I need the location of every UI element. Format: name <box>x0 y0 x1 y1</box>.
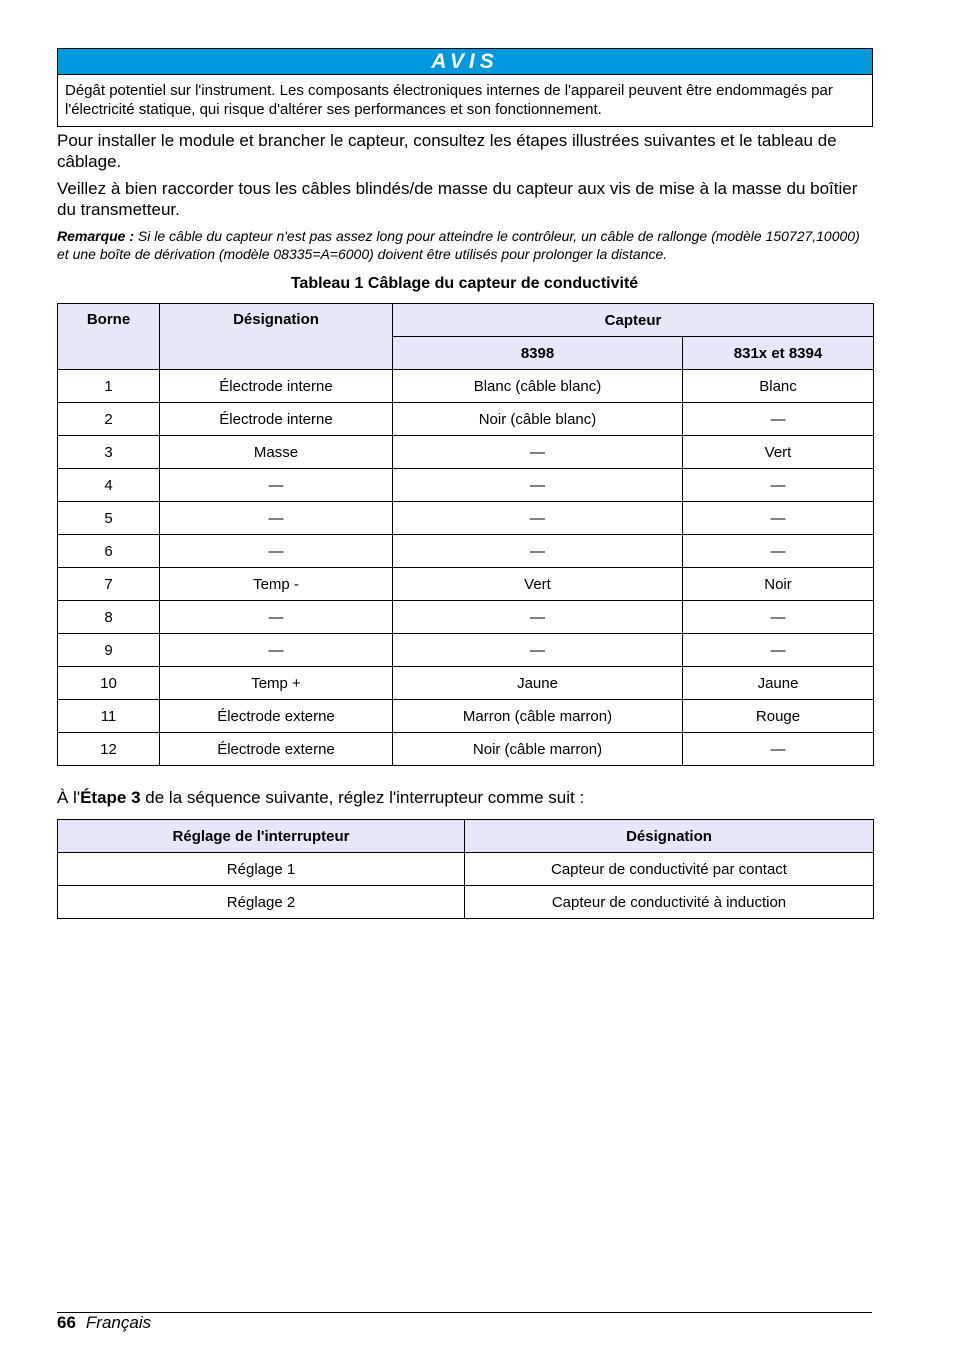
table-cell: Électrode interne <box>160 403 393 436</box>
table-cell: Réglage 2 <box>58 886 465 919</box>
table-cell: Électrode interne <box>160 370 393 403</box>
table-cell: Blanc (câble blanc) <box>393 370 683 403</box>
wiring-table <box>57 303 874 766</box>
table-cell: 12 <box>58 733 160 766</box>
header-831x-8394: 831x et 8394 <box>683 337 874 370</box>
page-footer <box>57 1313 151 1333</box>
table-cell: Jaune <box>393 667 683 700</box>
step-instruction <box>57 787 872 808</box>
table-cell: Capteur de conductivité par contact <box>465 853 874 886</box>
table-cell: — <box>683 469 874 502</box>
table-row <box>58 886 874 919</box>
remark-note <box>57 227 872 263</box>
table-cell: 10 <box>58 667 160 700</box>
remark-text: Si le câble du capteur n'est pas assez long pour atteindre le contrôleur, un câble de rallonge (modèle 150727,10000) et une boîte de dérivation (modèle 08335=A=6000) doivent être utilisés pour prolonger la distance. <box>57 228 860 262</box>
table-cell: 5 <box>58 502 160 535</box>
table-cell: Vert <box>683 436 874 469</box>
table-row <box>58 568 874 601</box>
table-cell: Noir (câble blanc) <box>393 403 683 436</box>
table-cell: Rouge <box>683 700 874 733</box>
table-cell: 1 <box>58 370 160 403</box>
step-suffix: de la séquence suivante, réglez l'interrupteur comme suit : <box>140 788 585 807</box>
intro-paragraph: Pour installer le module et brancher le capteur, consultez les étapes illustrées suivantes et le tableau de câblage. <box>57 131 837 171</box>
table-cell: Noir <box>683 568 874 601</box>
table-cell: 4 <box>58 469 160 502</box>
table-cell: Temp + <box>160 667 393 700</box>
table-cell: — <box>393 502 683 535</box>
table-cell: Électrode externe <box>160 700 393 733</box>
table-cell: — <box>683 535 874 568</box>
table-cell: — <box>160 601 393 634</box>
table-row <box>58 403 874 436</box>
table-row <box>58 733 874 766</box>
table-row <box>58 853 874 886</box>
table-cell: Masse <box>160 436 393 469</box>
table-row <box>58 469 874 502</box>
table-cell: — <box>683 733 874 766</box>
notice-box <box>57 48 873 127</box>
table-cell: Temp - <box>160 568 393 601</box>
table-cell: — <box>160 469 393 502</box>
header-switch-setting: Réglage de l'interrupteur <box>58 820 465 853</box>
footer-language: Français <box>85 1313 152 1332</box>
table-caption: Tableau 1 Câblage du capteur de conductivité <box>290 275 639 292</box>
table-cell: Vert <box>393 568 683 601</box>
header-borne: Borne <box>58 304 160 370</box>
step-ref: Étape 3 <box>80 788 141 807</box>
table-row <box>58 601 874 634</box>
table-cell: — <box>160 634 393 667</box>
page-number: 66 <box>57 1313 76 1332</box>
table-cell: — <box>393 601 683 634</box>
table-cell: Capteur de conductivité à induction <box>465 886 874 919</box>
table-cell: Noir (câble marron) <box>393 733 683 766</box>
header-switch-designation: Désignation <box>465 820 874 853</box>
table-cell: — <box>683 502 874 535</box>
table-row <box>58 502 874 535</box>
table-row <box>58 634 874 667</box>
table-cell: Marron (câble marron) <box>393 700 683 733</box>
table-cell: — <box>683 403 874 436</box>
table-cell: 8 <box>58 601 160 634</box>
grounding-paragraph: Veillez à bien raccorder tous les câbles blindés/de masse du capteur aux vis de mise à la masse du boîtier du transmetteur. <box>57 179 858 219</box>
table-cell: — <box>683 601 874 634</box>
table-cell: Réglage 1 <box>58 853 465 886</box>
table-row <box>58 535 874 568</box>
table-cell: 9 <box>58 634 160 667</box>
table-cell: — <box>160 502 393 535</box>
table-cell: Blanc <box>683 370 874 403</box>
footer-divider <box>57 1312 872 1313</box>
notice-title: AVIS <box>58 49 872 75</box>
header-designation: Désignation <box>160 304 393 370</box>
table-cell: — <box>393 469 683 502</box>
table-row <box>58 700 874 733</box>
header-8398: 8398 <box>393 337 683 370</box>
table-cell: — <box>393 634 683 667</box>
table-cell: — <box>683 634 874 667</box>
table-row <box>58 436 874 469</box>
step-prefix: À l' <box>57 788 81 807</box>
table-cell: 2 <box>58 403 160 436</box>
table-cell: 6 <box>58 535 160 568</box>
notice-text: Dégât potentiel sur l'instrument. Les composants électroniques internes de l'appareil peuvent être endommagés par l'électricité statique, qui risque d'altérer ses performances et son fonctionnement. <box>65 82 833 118</box>
header-capteur: Capteur <box>393 304 874 337</box>
table-cell: — <box>393 436 683 469</box>
table-cell: 11 <box>58 700 160 733</box>
table-cell: 7 <box>58 568 160 601</box>
remark-label: Remarque : <box>57 228 135 244</box>
switch-table <box>57 819 874 919</box>
table-cell: Jaune <box>683 667 874 700</box>
table-cell: 3 <box>58 436 160 469</box>
table-cell: Électrode externe <box>160 733 393 766</box>
table-cell: — <box>393 535 683 568</box>
table-cell: — <box>160 535 393 568</box>
table-row <box>58 667 874 700</box>
table-row <box>58 370 874 403</box>
